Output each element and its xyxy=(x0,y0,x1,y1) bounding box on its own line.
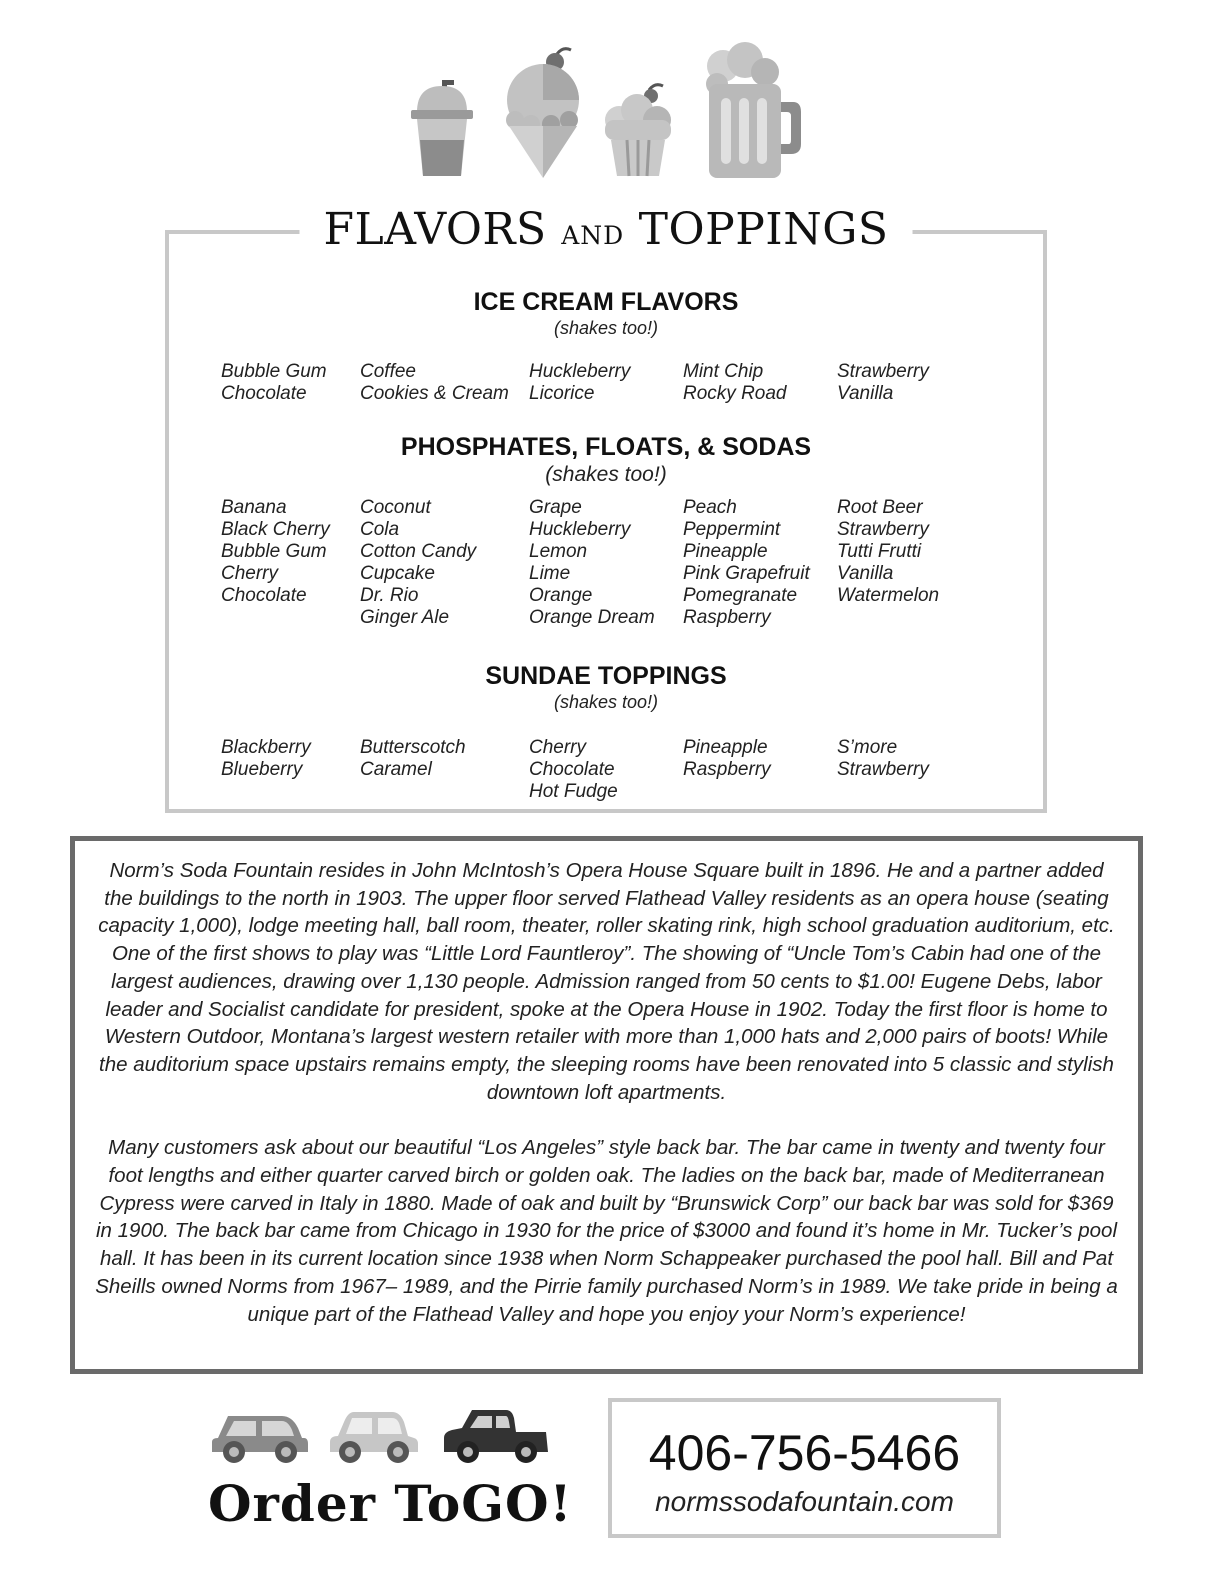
topping-column xyxy=(683,737,771,781)
list-item: Strawberry xyxy=(837,519,929,540)
section-note: (shakes too!) xyxy=(553,692,659,712)
list-item: Cherry xyxy=(221,563,279,584)
list-item: Pineapple xyxy=(683,541,768,562)
list-item: Chocolate xyxy=(221,383,307,404)
truck-icon xyxy=(444,1410,548,1463)
list-item: Blackberry xyxy=(221,737,311,758)
list-item: Grape xyxy=(529,497,582,518)
list-item: Ginger Ale xyxy=(360,607,450,628)
list-item: S’more xyxy=(837,737,898,758)
list-item: Black Cherry xyxy=(221,519,330,540)
flavor-column xyxy=(360,497,476,629)
list-item: Banana xyxy=(221,497,287,518)
section-note: (shakes too!) xyxy=(545,463,667,486)
list-item: Licorice xyxy=(529,383,595,404)
car-icon xyxy=(212,1416,308,1463)
list-item: Orange xyxy=(529,585,593,606)
section-heading: SUNDAE TOPPINGS xyxy=(485,662,727,690)
flavor-column xyxy=(221,497,330,607)
section-heading: PHOSPHATES, FLOATS, & SODAS xyxy=(400,433,812,461)
website-link[interactable]: normssodafountain.com xyxy=(655,1486,954,1517)
list-item: Caramel xyxy=(360,759,432,780)
list-item: Hot Fudge xyxy=(529,781,618,802)
flavor-column xyxy=(221,361,327,405)
list-item: Chocolate xyxy=(221,585,307,606)
list-item: Tutti Frutti xyxy=(837,541,922,562)
list-item: Dr. Rio xyxy=(360,585,419,606)
van-icon xyxy=(330,1412,418,1463)
list-item: Peppermint xyxy=(683,519,781,540)
ice-cream-cone-icon xyxy=(506,49,579,178)
list-item: Raspberry xyxy=(683,607,771,628)
list-item: Pomegranate xyxy=(683,585,798,606)
list-item: Pink Grapefruit xyxy=(683,563,810,584)
phosphates-section xyxy=(169,433,1043,627)
vehicle-icons xyxy=(210,1408,550,1468)
root-beer-mug-icon xyxy=(706,42,801,178)
flavors-panel xyxy=(165,204,1047,813)
list-item: Cookies & Cream xyxy=(360,383,509,404)
cupcake-icon xyxy=(605,85,671,176)
list-item: Cupcake xyxy=(360,563,435,584)
list-item: Vanilla xyxy=(837,383,894,404)
section-note: (shakes too!) xyxy=(553,318,659,338)
topping-column xyxy=(221,737,311,781)
list-item: Bubble Gum xyxy=(221,361,327,382)
flavor-column xyxy=(360,361,509,405)
list-item: Coconut xyxy=(360,497,431,518)
list-item: Raspberry xyxy=(683,759,771,780)
list-item: Root Beer xyxy=(837,497,923,518)
dessert-icons xyxy=(405,40,815,190)
flavor-column xyxy=(837,497,939,607)
topping-column xyxy=(837,737,929,781)
contact-box xyxy=(608,1398,1001,1538)
list-item: Watermelon xyxy=(837,585,940,606)
list-item: Chocolate xyxy=(529,759,615,780)
list-item: Coffee xyxy=(360,361,416,382)
list-item: Rocky Road xyxy=(683,383,787,404)
phone-number[interactable]: 406-756-5466 xyxy=(648,1425,961,1481)
list-item: Huckleberry xyxy=(529,361,631,382)
flavor-column xyxy=(837,361,929,405)
flavor-column xyxy=(529,497,655,629)
order-togo-label: Order ToGO! xyxy=(208,1474,573,1533)
milkshake-icon xyxy=(411,80,473,176)
panel-title: FLAVORS AND TOPPINGS xyxy=(300,204,913,255)
list-item: Cotton Candy xyxy=(360,541,477,562)
list-item: Cherry xyxy=(529,737,587,758)
list-item: Pineapple xyxy=(683,737,768,758)
history-box xyxy=(70,836,1143,1374)
list-item: Butterscotch xyxy=(360,737,466,758)
flavor-column xyxy=(529,361,630,405)
list-item: Cola xyxy=(360,519,400,540)
list-item: Lime xyxy=(529,563,571,584)
list-item: Bubble Gum xyxy=(221,541,327,562)
list-item: Lemon xyxy=(529,541,588,562)
list-item: Strawberry xyxy=(837,759,929,780)
list-item: Vanilla xyxy=(837,563,894,584)
flavor-column xyxy=(683,497,810,629)
list-item: Blueberry xyxy=(221,759,303,780)
topping-column xyxy=(360,737,466,781)
history-paragraph: Norm’s Soda Fountain resides in John McIntosh’s Opera House Square built in 1896. He and a partner added the buildings to the north in 1903. The upper floor served Flathead Valley residents as an opera house (seating capacity 1,000), lodge meeting hall, ball room, theater, roller skating rink, high school graduation auditorium, etc. One of the first shows to play was “Little Lord Fauntleroy”. The showing of “Uncle Tom’s Cabin had one of the largest audiences, drawing over 1,130 people. Admission ranged from 50 cents to $1.00! Eugene Debs, labor leader and Socialist candidate for president, spoke at the Opera House in 1902. Today the first floor is home to Western Outdoor, Montana’s largest western retailer with more than 1,000 hats and 2,000 pairs of boots! While the auditorium space upstairs remains empty, the sleeping rooms have been renovated into 5 classic and stylish downtown loft apartments. xyxy=(98,859,1115,1104)
section-heading: ICE CREAM FLAVORS xyxy=(473,288,739,316)
list-item: Mint Chip xyxy=(683,361,764,382)
flavor-column xyxy=(683,361,787,405)
list-item: Orange Dream xyxy=(529,607,655,628)
list-item: Strawberry xyxy=(837,361,929,382)
list-item: Huckleberry xyxy=(529,519,631,540)
history-paragraph: Many customers ask about our beautiful “Los Angeles” style back bar. The bar came in twenty and twenty four foot lengths and either quarter carved birch or golden oak. The ladies on the back bar, made of Mediterranean Cypress were carved in Italy in 1880. Made of oak and built by “Brunswick Corp” our back bar was sold for $369 in 1900. The back bar came from Chicago in 1930 for the price of $3000 and found it’s home in Mr. Tucker’s pool hall. It has been in its current location since 1938 when Norm Schappeaker purchased the pool hall. Bill and Pat Sheills owned Norms from 1967– 1989, and the Pirrie family purchased Norm’s in 1989. We take pride in being a unique part of the Flathead Valley and hope you enjoy your Norm’s experience! xyxy=(95,1136,1118,1326)
topping-column xyxy=(529,737,618,803)
list-item: Peach xyxy=(683,497,737,518)
